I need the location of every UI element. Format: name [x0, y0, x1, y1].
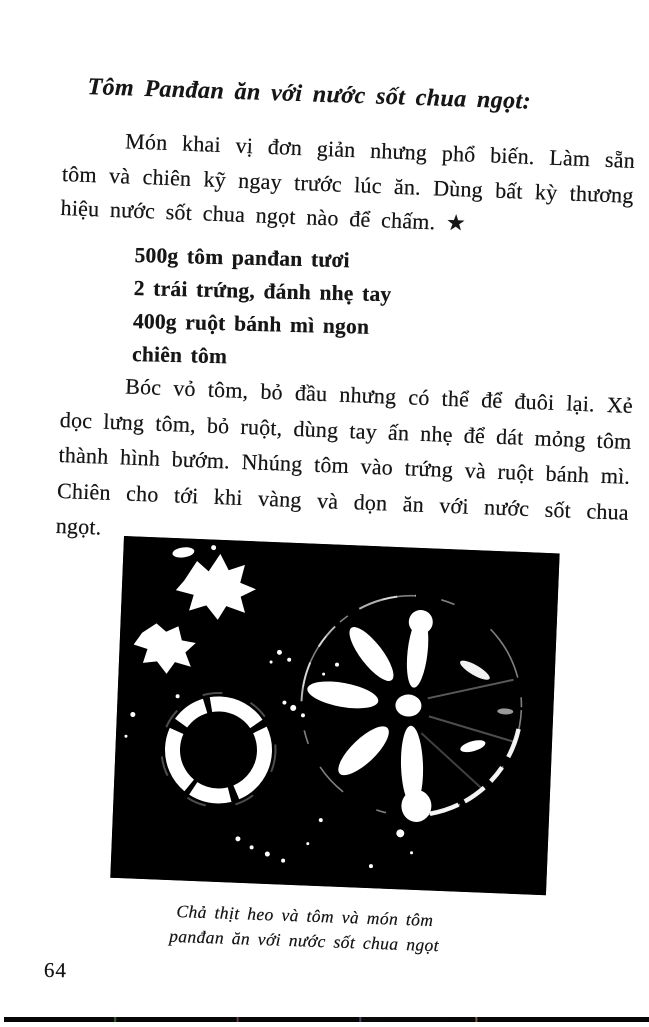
caption-line: panđan ăn với nước sốt chua ngọt: [168, 925, 440, 956]
scan-edge-artifact: [4, 1017, 649, 1022]
ingredient-item: 2 trái trứng, đánh nhẹ tay: [133, 275, 392, 307]
ingredient-item: chiên tôm: [131, 341, 228, 369]
page-number: 64: [43, 957, 68, 983]
intro-paragraph: Món khai vị đơn giản nhưng phổ biến. Làm sẵn tôm và chiên kỹ ngay trước lúc ăn. Dùng bất kỳ thương hiệu nước sốt chua ngọt nào để chấm. ★: [60, 128, 636, 236]
caption-line: Chả thịt heo và tôm và món tôm: [176, 901, 434, 931]
ingredient-item: 400g ruột bánh mì ngon: [132, 308, 370, 339]
recipe-photo: [110, 536, 559, 895]
photo-caption: [116, 897, 493, 960]
photo-illustration: [110, 536, 559, 895]
instructions-paragraph: Bóc vỏ tôm, bỏ đầu nhưng có thể để đuôi lại. Xẻ dọc lưng tôm, bỏ ruột, dùng tay ấn nhẹ để dát mỏng tôm thành hình bướm. Nhúng tôm vào trứng và ruột bánh mì. Chiên cho tới khi vàng và dọn ăn với nước sốt chua ngọt.: [55, 373, 634, 540]
ingredient-item: 500g tôm panđan tươi: [134, 242, 351, 273]
recipe-title: Tôm Panđan ăn với nước sốt chua ngọt:: [87, 74, 532, 115]
ingredient-list: [132, 239, 393, 377]
